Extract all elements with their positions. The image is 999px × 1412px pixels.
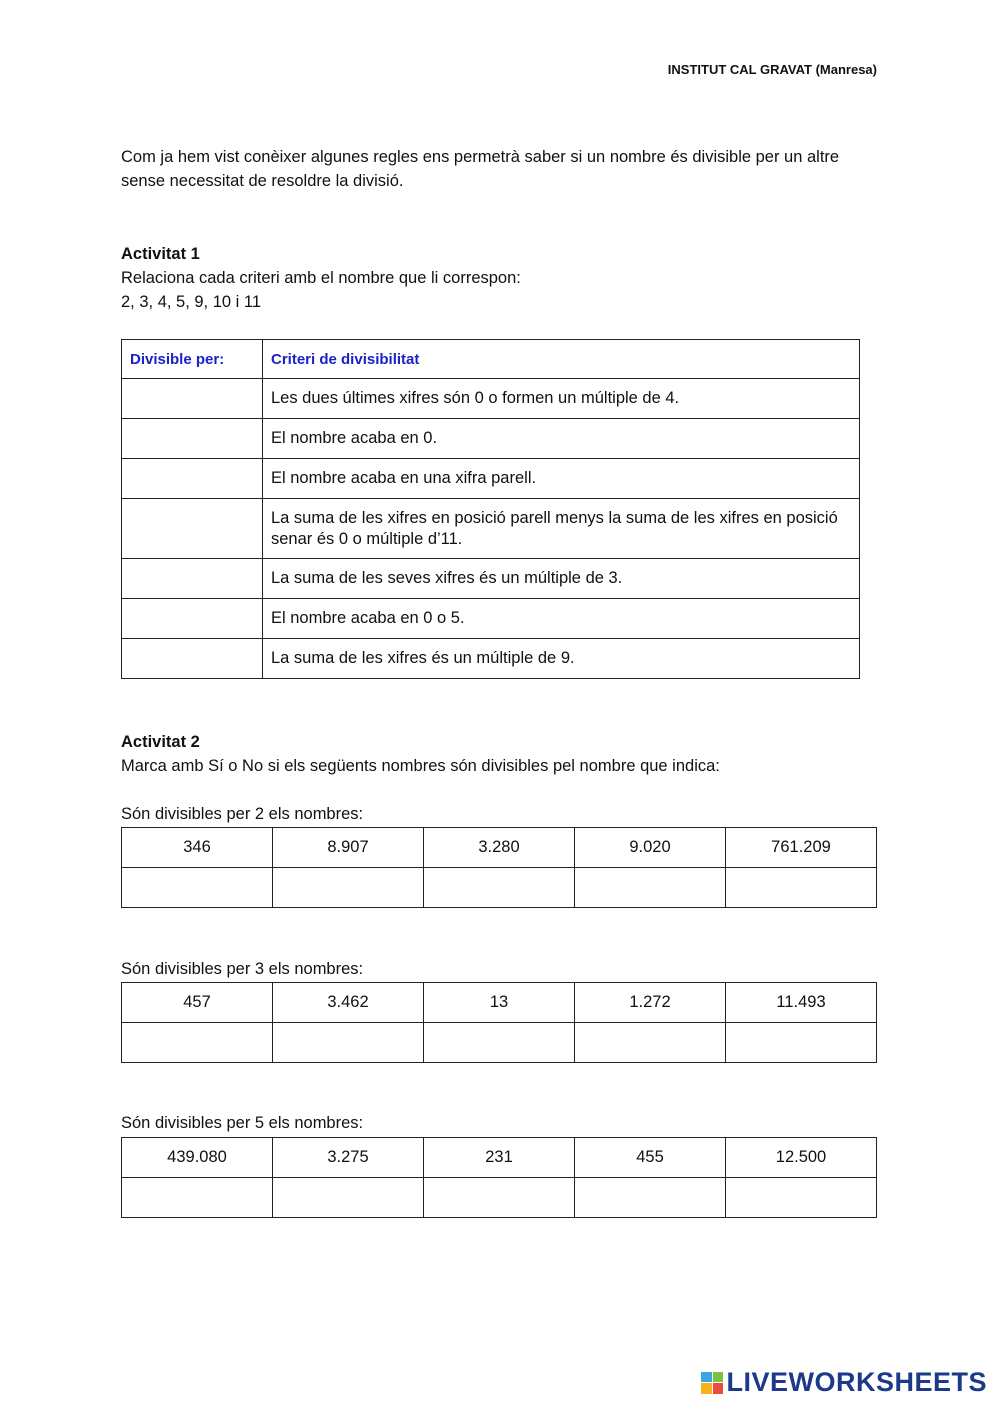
divisor-answer-cell[interactable]: [122, 379, 263, 419]
group-label-div5: Són divisibles per 5 els nombres:: [121, 1114, 364, 1132]
criterion-text: La suma de les seves xifres és un múltiple de 3.: [263, 559, 860, 599]
divisor-answer-cell[interactable]: [122, 419, 263, 459]
answer-input[interactable]: [122, 1177, 276, 1218]
answer-cell[interactable]: [575, 868, 726, 908]
divisor-answer-cell[interactable]: [122, 559, 263, 599]
activity2-section: [121, 730, 720, 778]
criterion-text: El nombre acaba en 0.: [263, 419, 860, 459]
institution-header: INSTITUT CAL GRAVAT (Manresa): [667, 62, 877, 77]
number-cell: 346: [122, 828, 273, 868]
col-header-criteria: Criteri de divisibilitat: [263, 340, 860, 379]
number-cell: 13: [424, 983, 575, 1023]
answer-cell[interactable]: [273, 1023, 424, 1063]
col-header-divisible: Divisible per:: [122, 340, 263, 379]
criterion-text: La suma de les xifres és un múltiple de 9.: [263, 639, 860, 679]
group-label-div2: Són divisibles per 2 els nombres:: [121, 805, 364, 823]
divisor-answer-input[interactable]: [122, 429, 266, 448]
divisor-answer-cell[interactable]: [122, 639, 263, 679]
answer-cell[interactable]: [575, 1178, 726, 1218]
answer-input[interactable]: [726, 1022, 880, 1063]
divisor-answer-cell[interactable]: [122, 459, 263, 499]
activity2-instruction: Marca amb Sí o No si els següents nombres són divisibles pel nombre que indica:: [121, 757, 720, 775]
table-row: [122, 419, 860, 459]
activity1-section: [121, 242, 521, 314]
answer-input[interactable]: [575, 1177, 729, 1218]
answer-input[interactable]: [726, 867, 880, 908]
criterion-text: La suma de les xifres en posició parell menys la suma de les xifres en posició senar és 0 o múltiple d’11.: [263, 499, 860, 559]
logo-text: LIVEWORKSHEETS: [726, 1367, 987, 1397]
divisor-answer-input[interactable]: [122, 649, 266, 668]
activity1-numbers: 2, 3, 4, 5, 9, 10 i 11: [121, 293, 262, 311]
answer-cell[interactable]: [424, 868, 575, 908]
liveworksheets-logo-icon: [701, 1372, 723, 1394]
criteria-header-row: [122, 340, 860, 379]
answer-cell[interactable]: [424, 1178, 575, 1218]
divisor-answer-input[interactable]: [122, 469, 266, 488]
divisor-answer-input[interactable]: [122, 609, 266, 628]
answer-input[interactable]: [424, 1177, 578, 1218]
number-cell: 455: [575, 1138, 726, 1178]
answer-cell[interactable]: [424, 1023, 575, 1063]
table-row: [122, 559, 860, 599]
divisor-answer-input[interactable]: [122, 569, 266, 588]
numbers-row: [122, 828, 877, 868]
answer-cell[interactable]: [726, 1178, 877, 1218]
answer-input[interactable]: [273, 1177, 427, 1218]
divisor-answer-input[interactable]: [122, 389, 266, 408]
answer-cell[interactable]: [273, 868, 424, 908]
answer-input[interactable]: [575, 867, 729, 908]
answer-cell[interactable]: [726, 868, 877, 908]
answer-cell[interactable]: [122, 1023, 273, 1063]
answer-cell[interactable]: [273, 1178, 424, 1218]
table-row: [122, 459, 860, 499]
numbers-table-div2: [121, 827, 877, 908]
answer-input[interactable]: [273, 867, 427, 908]
intro-paragraph: Com ja hem vist conèixer algunes regles ens permetrà saber si un nombre és divisible per un altre sense necessitat de resoldre la divisió.: [121, 148, 840, 190]
number-cell: 1.272: [575, 983, 726, 1023]
divisor-answer-cell[interactable]: [122, 599, 263, 639]
divisor-answer-input[interactable]: [122, 519, 266, 538]
answers-row: [122, 1023, 877, 1063]
number-cell: 3.280: [424, 828, 575, 868]
answer-cell[interactable]: [726, 1023, 877, 1063]
activity1-title: Activitat 1: [121, 245, 200, 263]
number-cell: 457: [122, 983, 273, 1023]
numbers-row: [122, 983, 877, 1023]
table-row: [122, 599, 860, 639]
number-cell: 231: [424, 1138, 575, 1178]
table-row: [122, 499, 860, 559]
answer-cell[interactable]: [122, 1178, 273, 1218]
criterion-text: El nombre acaba en una xifra parell.: [263, 459, 860, 499]
answer-input[interactable]: [424, 1022, 578, 1063]
answers-row: [122, 1178, 877, 1218]
divisor-answer-cell[interactable]: [122, 499, 263, 559]
answer-cell[interactable]: [575, 1023, 726, 1063]
answer-input[interactable]: [122, 1022, 276, 1063]
activity2-title: Activitat 2: [121, 733, 200, 751]
number-cell: 8.907: [273, 828, 424, 868]
liveworksheets-logo: [701, 1367, 987, 1398]
number-cell: 3.275: [273, 1138, 424, 1178]
number-cell: 761.209: [726, 828, 877, 868]
answer-input[interactable]: [726, 1177, 880, 1218]
answer-input[interactable]: [424, 867, 578, 908]
answers-row: [122, 868, 877, 908]
answer-input[interactable]: [122, 867, 276, 908]
table-row: [122, 639, 860, 679]
answer-input[interactable]: [575, 1022, 729, 1063]
number-cell: 11.493: [726, 983, 877, 1023]
answer-input[interactable]: [273, 1022, 427, 1063]
number-cell: 9.020: [575, 828, 726, 868]
numbers-row: [122, 1138, 877, 1178]
activity1-instruction: Relaciona cada criteri amb el nombre que li correspon:: [121, 269, 521, 287]
table-row: [122, 379, 860, 419]
number-cell: 439.080: [122, 1138, 273, 1178]
numbers-table-div5: [121, 1137, 877, 1218]
criteria-table: [121, 339, 860, 679]
number-cell: 3.462: [273, 983, 424, 1023]
numbers-table-div3: [121, 982, 877, 1063]
criterion-text: Les dues últimes xifres són 0 o formen un múltiple de 4.: [263, 379, 860, 419]
answer-cell[interactable]: [122, 868, 273, 908]
group-label-div3: Són divisibles per 3 els nombres:: [121, 960, 364, 978]
number-cell: 12.500: [726, 1138, 877, 1178]
criterion-text: El nombre acaba en 0 o 5.: [263, 599, 860, 639]
